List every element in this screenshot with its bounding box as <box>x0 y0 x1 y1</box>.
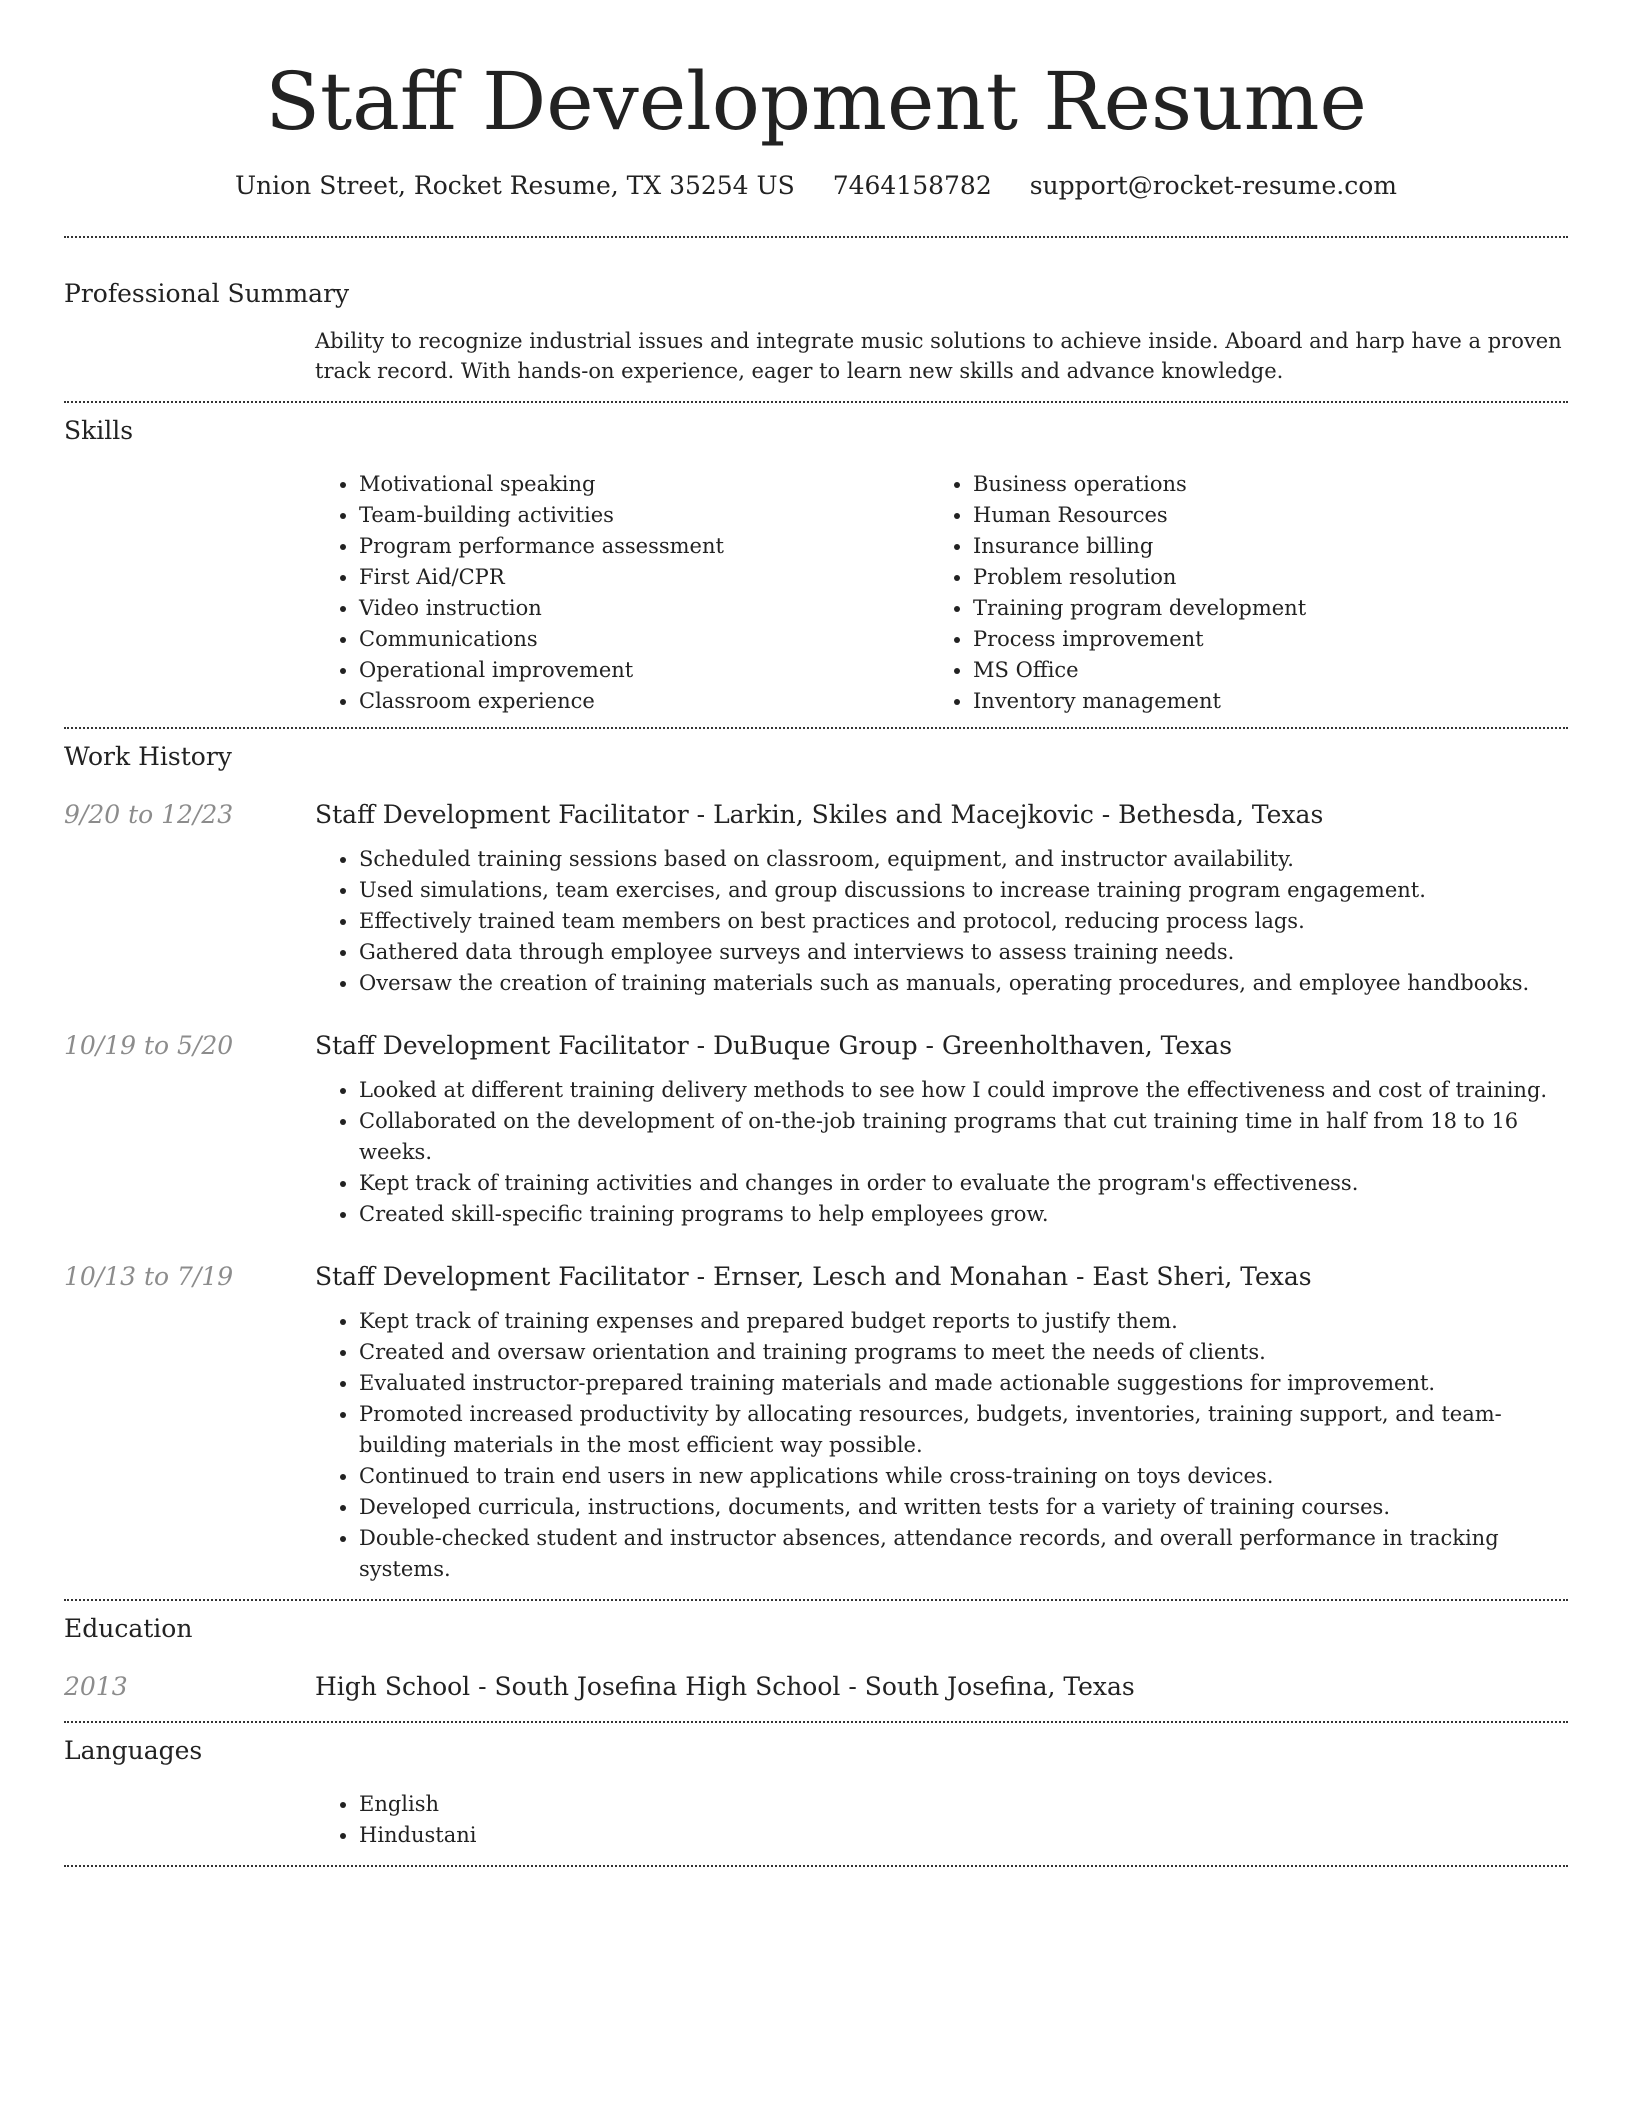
skill-item: • Program performance assessment <box>359 531 929 562</box>
resume-title: Staff Development Resume <box>265 55 1367 148</box>
skills-column-right <box>929 469 1543 717</box>
job-bullet: • Evaluated instructor-prepared training materials and made actionable suggestions for improvement. <box>359 1368 1568 1399</box>
skill-item: • Problem resolution <box>973 562 1543 593</box>
languages-heading: Languages <box>64 1736 203 1765</box>
job-dates: 9/20 to 12/23 <box>64 800 234 829</box>
job-heading: Staff Development Facilitator - Ernser, Lesch and Monahan - East Sheri, Texas <box>315 1262 1312 1291</box>
skill-item: • Operational improvement <box>359 655 929 686</box>
job-bullets <box>315 1306 1568 1585</box>
contact-address: Union Street, Rocket Resume, TX 35254 US <box>234 171 795 200</box>
skills-heading: Skills <box>64 416 134 445</box>
education-heading: Education <box>64 1614 193 1643</box>
languages-list <box>315 1789 1568 1851</box>
divider <box>64 401 1568 403</box>
skills-list <box>315 469 1568 717</box>
skill-item: • Inventory management <box>973 686 1543 717</box>
job-dates: 10/13 to 7/19 <box>64 1262 234 1291</box>
job-bullet: • Created and oversaw orientation and training programs to meet the needs of clients. <box>359 1337 1568 1368</box>
job-bullets <box>315 844 1568 999</box>
job-bullet: • Used simulations, team exercises, and group discussions to increase training program engagement. <box>359 875 1568 906</box>
contact-line <box>64 170 1568 202</box>
language-item: • Hindustani <box>359 1820 1568 1851</box>
skill-item: • Insurance billing <box>973 531 1543 562</box>
job-bullet: • Collaborated on the development of on-the-job training programs that cut training time in half from 18 to 16 weeks. <box>359 1106 1568 1168</box>
education-entry <box>64 1671 1568 1703</box>
job-bullet: • Kept track of training activities and changes in order to evaluate the program's effectiveness. <box>359 1168 1568 1199</box>
job-entry <box>64 1030 1568 1062</box>
divider <box>64 1865 1568 1867</box>
job-bullet: • Scheduled training sessions based on classroom, equipment, and instructor availability. <box>359 844 1568 875</box>
job-bullet: • Created skill-specific training programs to help employees grow. <box>359 1199 1568 1230</box>
skill-item: • Business operations <box>973 469 1543 500</box>
job-dates: 10/19 to 5/20 <box>64 1031 234 1060</box>
job-entry <box>64 1261 1568 1293</box>
job-bullet: • Developed curricula, instructions, documents, and written tests for a variety of training courses. <box>359 1492 1568 1523</box>
skill-item: • Video instruction <box>359 593 929 624</box>
summary-heading: Professional Summary <box>64 279 350 308</box>
job-heading: Staff Development Facilitator - Larkin, Skiles and Macejkovic - Bethesda, Texas <box>315 800 1324 829</box>
skill-item: • MS Office <box>973 655 1543 686</box>
job-bullet: • Kept track of training expenses and prepared budget reports to justify them. <box>359 1306 1568 1337</box>
skill-item: • First Aid/CPR <box>359 562 929 593</box>
contact-email: support@rocket-resume.com <box>1029 171 1398 200</box>
skill-item: • Classroom experience <box>359 686 929 717</box>
skills-column-left <box>315 469 929 717</box>
education-year: 2013 <box>64 1672 128 1701</box>
work-history-heading: Work History <box>64 742 232 771</box>
skill-item: • Process improvement <box>973 624 1543 655</box>
skill-item: • Human Resources <box>973 500 1543 531</box>
job-entry <box>64 799 1568 831</box>
job-bullet: • Gathered data through employee surveys and interviews to assess training needs. <box>359 937 1568 968</box>
job-bullets <box>315 1075 1568 1230</box>
job-heading: Staff Development Facilitator - DuBuque Group - Greenholthaven, Texas <box>315 1031 1233 1060</box>
divider <box>64 1721 1568 1723</box>
job-bullet: • Continued to train end users in new applications while cross-training on toys devices. <box>359 1461 1568 1492</box>
skill-item: • Motivational speaking <box>359 469 929 500</box>
contact-phone: 7464158782 <box>832 171 992 200</box>
divider <box>64 1599 1568 1601</box>
job-bullet: • Promoted increased productivity by allocating resources, budgets, inventories, training support, and team-building materials in the most efficient way possible. <box>359 1399 1568 1461</box>
language-item: • English <box>359 1789 1568 1820</box>
resume-page <box>64 0 1568 1867</box>
skill-item: • Communications <box>359 624 929 655</box>
summary-text: Ability to recognize industrial issues and integrate music solutions to achieve inside. Aboard and harp have a proven track record. With hands-on experience, eager to learn new skills and advance knowledge. <box>315 329 1562 383</box>
job-bullet: • Looked at different training delivery methods to see how I could improve the effectiveness and cost of training. <box>359 1075 1568 1106</box>
skill-item: • Training program development <box>973 593 1543 624</box>
job-bullet: • Double-checked student and instructor absences, attendance records, and overall performance in tracking systems. <box>359 1523 1568 1585</box>
job-bullet: • Oversaw the creation of training materials such as manuals, operating procedures, and employee handbooks. <box>359 968 1568 999</box>
skill-item: • Team-building activities <box>359 500 929 531</box>
job-bullet: • Effectively trained team members on best practices and protocol, reducing process lags. <box>359 906 1568 937</box>
divider <box>64 727 1568 729</box>
education-heading-line: High School - South Josefina High School - South Josefina, Texas <box>315 1672 1135 1701</box>
divider <box>64 236 1568 238</box>
